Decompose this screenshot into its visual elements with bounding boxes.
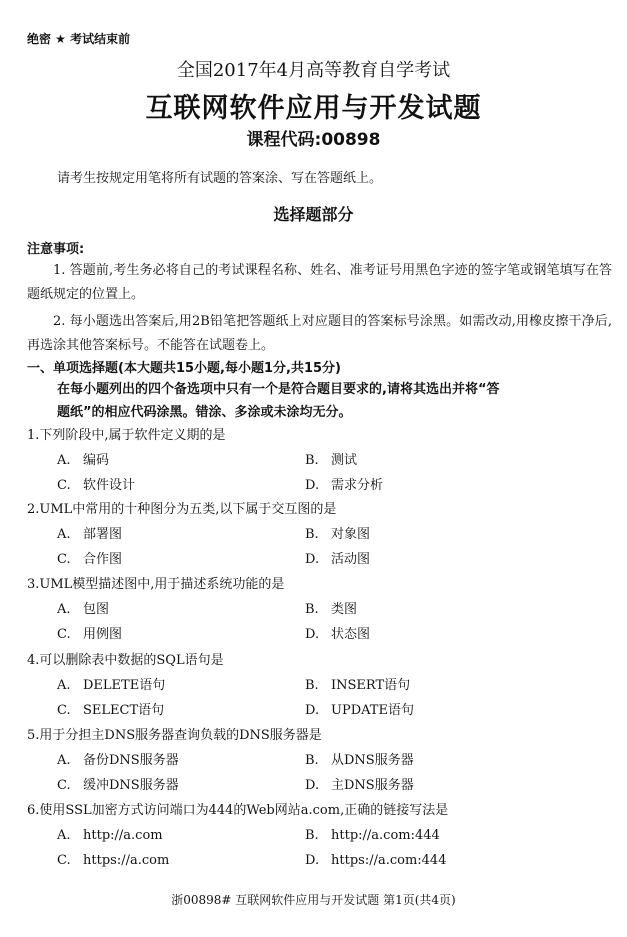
option-letter: D. — [305, 853, 320, 868]
option-letter: D. — [305, 478, 320, 493]
option-a — [57, 751, 179, 771]
option-text: 从DNS服务器 — [331, 753, 414, 768]
answer-notice: 请考生按规定用笔将所有试题的答案涂、写在答题纸上。 — [57, 171, 383, 186]
option-c — [57, 625, 122, 645]
option-row — [27, 600, 617, 625]
option-text: 对象图 — [331, 527, 371, 542]
option-d — [305, 701, 414, 721]
attention-item: 2. 每小题选出答案后,用2B铅笔把答题纸上对应题目的答案标号涂黑。如需改动,用橡皮擦干净后,再选涂其他答案标号。不能答在试题卷上。 — [27, 314, 612, 353]
option-a — [57, 676, 165, 696]
option-b — [305, 826, 440, 846]
option-letter: C. — [57, 478, 71, 493]
option-text: 测试 — [331, 453, 358, 468]
option-text: 需求分析 — [331, 478, 384, 493]
option-row — [27, 776, 617, 801]
question-stem: 3.UML模型描述图中,用于描述系统功能的是 — [27, 577, 285, 592]
option-a — [57, 525, 122, 545]
attention-heading: 注意事项: — [27, 242, 85, 257]
option-text: 合作图 — [83, 552, 123, 567]
option-letter: C. — [57, 627, 71, 642]
question — [27, 500, 617, 575]
option-row — [27, 476, 617, 501]
option-text: 类图 — [331, 602, 358, 617]
option-row — [27, 826, 617, 851]
option-text: 包图 — [83, 602, 110, 617]
option-row — [27, 851, 617, 876]
option-letter: A. — [57, 453, 71, 468]
option-letter: A. — [57, 678, 71, 693]
option-row — [27, 676, 617, 701]
page-footer: 浙00898# 互联网软件应用与开发试题 第1页(共4页) — [171, 893, 456, 907]
option-text: http://a.com:444 — [331, 828, 440, 843]
option-d — [305, 625, 370, 645]
option-text: 部署图 — [83, 527, 123, 542]
option-row — [27, 525, 617, 550]
question-stem: 4.可以删除表中数据的SQL语句是 — [27, 653, 224, 668]
option-letter: A. — [57, 527, 71, 542]
option-letter: D. — [305, 627, 320, 642]
section-instructions — [57, 378, 577, 424]
option-b — [305, 676, 410, 696]
option-text: 活动图 — [331, 552, 371, 567]
question-stem: 2.UML中常用的十种图分为五类,以下属于交互图的是 — [27, 502, 337, 517]
question — [27, 426, 617, 501]
section-instructions-line: 题纸”的相应代码涂黑。错涂、多涂或未涂均无分。 — [57, 405, 352, 420]
question — [27, 651, 617, 726]
exam-line: 全国2017年4月高等教育自学考试 — [176, 60, 451, 81]
option-letter: A. — [57, 828, 71, 843]
option-letter: C. — [57, 552, 71, 567]
option-row — [27, 451, 617, 476]
option-a — [57, 451, 109, 471]
option-row — [27, 751, 617, 776]
option-row — [27, 550, 617, 575]
option-text: INSERT语句 — [331, 678, 411, 693]
option-text: DELETE语句 — [83, 678, 166, 693]
question — [27, 726, 617, 801]
option-letter: B. — [305, 678, 319, 693]
attention-item: 1. 答题前,考生务必将自己的考试课程名称、姓名、准考证号用黑色字迹的签字笔或钢笔填写在答题纸规定的位置上。 — [27, 263, 612, 302]
option-letter: C. — [57, 853, 71, 868]
option-text: https://a.com:444 — [331, 853, 447, 868]
option-text: UPDATE语句 — [331, 703, 414, 718]
option-c — [57, 550, 122, 570]
option-a — [57, 826, 163, 846]
part-title: 选择题部分 — [273, 205, 354, 224]
option-d — [305, 550, 370, 570]
question-stem: 6.使用SSL加密方式访问端口为444的Web网站a.com,正确的链接写法是 — [27, 803, 449, 818]
option-text: 缓冲DNS服务器 — [83, 778, 179, 793]
option-letter: B. — [305, 828, 319, 843]
option-text: 状态图 — [331, 627, 371, 642]
option-d — [305, 776, 414, 796]
option-letter: D. — [305, 552, 320, 567]
option-text: http://a.com — [83, 828, 163, 843]
section-heading: 一、单项选择题(本大题共15小题,每小题1分,共15分) — [27, 361, 341, 376]
option-c — [57, 776, 179, 796]
option-b — [305, 525, 370, 545]
option-letter: C. — [57, 778, 71, 793]
exam-title: 互联网软件应用与开发试题 — [145, 93, 482, 124]
option-letter: D. — [305, 778, 320, 793]
option-row — [27, 701, 617, 726]
option-d — [305, 476, 383, 496]
option-b — [305, 600, 357, 620]
course-code: 课程代码:00898 — [246, 130, 381, 150]
question — [27, 801, 617, 876]
option-row — [27, 625, 617, 650]
option-letter: B. — [305, 753, 319, 768]
option-letter: B. — [305, 527, 319, 542]
option-letter: B. — [305, 602, 319, 617]
option-text: 软件设计 — [83, 478, 136, 493]
option-letter: D. — [305, 703, 320, 718]
option-c — [57, 701, 164, 721]
question — [27, 575, 617, 650]
option-text: 备份DNS服务器 — [83, 753, 179, 768]
option-c — [57, 851, 169, 871]
option-b — [305, 451, 357, 471]
option-a — [57, 600, 109, 620]
option-letter: C. — [57, 703, 71, 718]
section-instructions-line: 在每小题列出的四个备选项中只有一个是符合题目要求的,请将其选出并将“答 — [57, 382, 500, 397]
option-text: 编码 — [83, 453, 110, 468]
option-letter: A. — [57, 753, 71, 768]
option-text: https://a.com — [83, 853, 170, 868]
question-stem: 5.用于分担主DNS服务器查询负载的DNS服务器是 — [27, 728, 322, 743]
option-text: 主DNS服务器 — [331, 778, 414, 793]
option-letter: A. — [57, 602, 71, 617]
secret-mark: 绝密 ★ 考试结束前 — [27, 32, 131, 46]
option-text: 用例图 — [83, 627, 123, 642]
option-text: SELECT语句 — [83, 703, 165, 718]
option-letter: B. — [305, 453, 319, 468]
question-stem: 1.下列阶段中,属于软件定义期的是 — [27, 428, 226, 443]
option-d — [305, 851, 446, 871]
option-b — [305, 751, 414, 771]
option-c — [57, 476, 135, 496]
